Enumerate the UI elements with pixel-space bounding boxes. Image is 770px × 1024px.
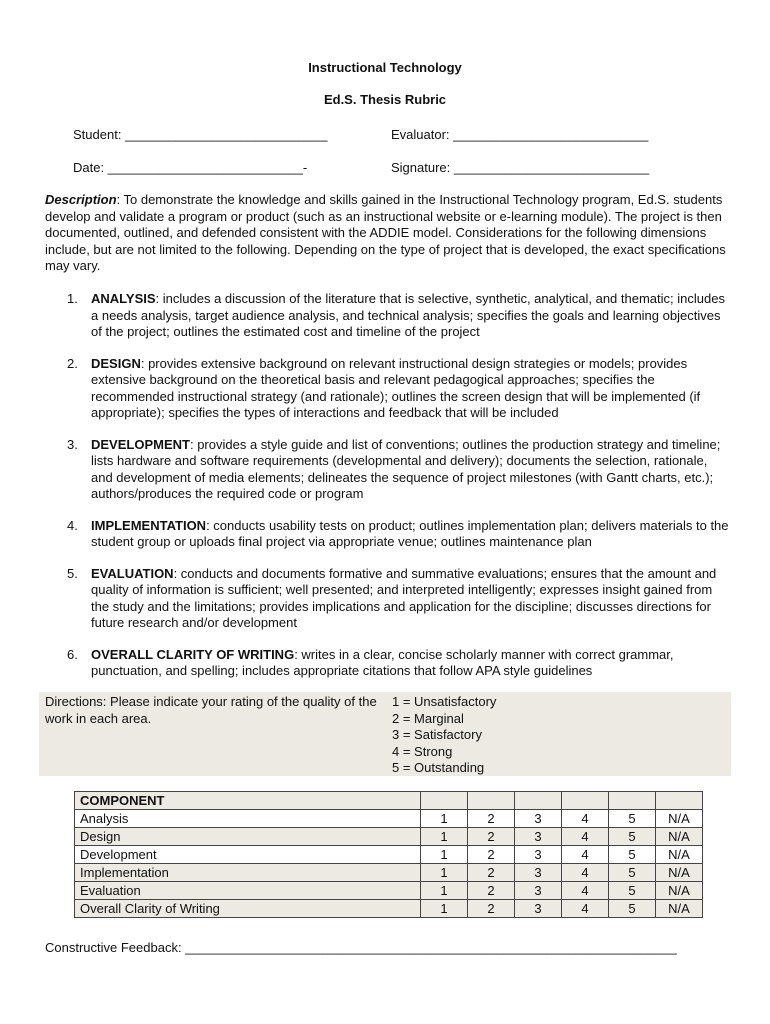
criterion-item: [45, 437, 730, 503]
rating-option[interactable]: 3: [515, 810, 562, 828]
rating-table: [74, 791, 703, 918]
rating-option[interactable]: 5: [609, 864, 656, 882]
item-label: DESIGN: [91, 355, 141, 371]
item-text: : includes a discussion of the literature that is selective, synthetic, analytical, and thematic; includes a needs analysis, target audience analysis, and technical analysis; specifies the goals and learning objectives of the project; outlines the estimated cost and timeline of the project: [91, 291, 725, 339]
rating-option[interactable]: 1: [421, 900, 468, 918]
rating-option[interactable]: 2: [468, 828, 515, 846]
component-name: Design: [75, 828, 421, 846]
header-cell: [468, 792, 515, 810]
component-name: Analysis: [75, 810, 421, 828]
rating-option[interactable]: N/A: [656, 846, 703, 864]
item-text: : conducts and documents formative and summative evaluations; ensures that the amount and quality of information is sufficient; well presented; and interpreted intelligently; expresses insight gained from the study and the limitations; provides implications and application for the discipline; discusses directions for future research and/or development: [91, 565, 717, 630]
criterion-item: [45, 647, 730, 680]
rating-option[interactable]: 3: [515, 846, 562, 864]
rating-scale: [392, 694, 496, 777]
table-row: [75, 864, 703, 882]
item-label: ANALYSIS: [91, 291, 156, 306]
header-component: COMPONENT: [75, 792, 421, 810]
item-text: : writes in a clear, concise scholarly manner with correct grammar, punctuation, and spelling; includes appropriate citations that follow APA style guidelines: [91, 646, 674, 678]
item-number: 6.: [67, 646, 78, 662]
scale-item: 1 = Unsatisfactory: [392, 694, 497, 709]
table-header-row: [75, 792, 703, 810]
student-field[interactable]: Student: ____________________________: [73, 127, 328, 142]
table-row: [75, 846, 703, 864]
evaluator-field[interactable]: Evaluator: ___________________________: [391, 127, 649, 142]
rating-option[interactable]: 2: [468, 810, 515, 828]
scale-item: 5 = Outstanding: [392, 760, 485, 775]
rating-option[interactable]: 3: [515, 864, 562, 882]
scale-item: 4 = Strong: [392, 743, 453, 759]
item-label: DEVELOPMENT: [91, 436, 190, 452]
item-label: IMPLEMENTATION: [91, 517, 207, 533]
signature-field[interactable]: Signature: ___________________________: [391, 160, 650, 175]
rating-option[interactable]: 1: [421, 882, 468, 900]
item-label: OVERALL CLARITY OF WRITING: [91, 646, 295, 662]
table-row: [75, 810, 703, 828]
scale-item: 3 = Satisfactory: [392, 727, 482, 742]
header-cell: [609, 792, 656, 810]
header-cell: [562, 792, 609, 810]
item-number: 4.: [67, 517, 78, 533]
rating-option[interactable]: 4: [562, 810, 609, 828]
description-label: Description: [45, 192, 117, 207]
table-row: [75, 828, 703, 846]
criterion-item: [45, 291, 730, 341]
item-text: : conducts usability tests on product; outlines implementation plan; delivers materials to the student group or uploads final project via appropriate venue; outlines maintenance plan: [91, 517, 729, 549]
rating-option[interactable]: 2: [468, 900, 515, 918]
rating-option[interactable]: 3: [515, 882, 562, 900]
rating-option[interactable]: 3: [515, 828, 562, 846]
constructive-feedback-field[interactable]: Constructive Feedback: ____________________________________________________________________: [45, 940, 677, 955]
header-cell: [656, 792, 703, 810]
rating-option[interactable]: 2: [468, 846, 515, 864]
date-field[interactable]: Date: ___________________________-: [73, 160, 308, 175]
table-row: [75, 882, 703, 900]
rating-option[interactable]: 5: [609, 882, 656, 900]
rating-option[interactable]: 1: [421, 864, 468, 882]
document-subtitle: Ed.S. Thesis Rubric: [323, 92, 447, 107]
rating-option[interactable]: N/A: [656, 900, 703, 918]
rating-option[interactable]: 4: [562, 846, 609, 864]
component-name: Overall Clarity of Writing: [75, 900, 421, 918]
rating-option[interactable]: 4: [562, 882, 609, 900]
rating-option[interactable]: 2: [468, 864, 515, 882]
description: [45, 192, 730, 275]
rating-option[interactable]: 5: [609, 900, 656, 918]
rating-option[interactable]: 4: [562, 864, 609, 882]
component-name: Evaluation: [75, 882, 421, 900]
rating-option[interactable]: 5: [609, 810, 656, 828]
item-text: : provides extensive background on relevant instructional design strategies or models; provides extensive background on the theoretical basis and relevant pedagogical approaches; specifies the recommended instructional strategy (and rationale); outlines the screen design that will be implemented (if appropriate); specifies the types of interactions and feedback that will be included: [91, 355, 701, 420]
rating-option[interactable]: 1: [421, 828, 468, 846]
item-number: 1.: [67, 291, 78, 306]
rating-option[interactable]: 2: [468, 882, 515, 900]
rating-option[interactable]: 5: [609, 846, 656, 864]
criteria-list: [45, 291, 730, 695]
description-text: : To demonstrate the knowledge and skills gained in the Instructional Technology program, Ed.S. students develop and validate a program or product (such as an instructional website or e-learning module). The project is then documented, outlined, and defended consistent with the ADDIE model. Considerations for the following dimensions include, but are not limited to the following. Depending on the type of project that is developed, the exact specifications may vary.: [45, 192, 726, 273]
scale-item: 2 = Marginal: [392, 710, 464, 726]
component-name: Development: [75, 846, 421, 864]
rating-option[interactable]: 1: [421, 810, 468, 828]
rating-option[interactable]: N/A: [656, 864, 703, 882]
rating-option[interactable]: 4: [562, 900, 609, 918]
item-text: : provides a style guide and list of conventions; outlines the production strategy and timeline; lists hardware and software requirements (developmental and delivery); documents the selection, rationale, and development of media elements; delineates the sequence of project milestones (with Gantt charts, etc.); authors/produces the required code or program: [91, 436, 721, 501]
document-title: Instructional Technology: [308, 60, 462, 75]
rating-option[interactable]: 1: [421, 846, 468, 864]
item-number: 3.: [67, 436, 78, 452]
rating-option[interactable]: 3: [515, 900, 562, 918]
header-cell: [421, 792, 468, 810]
rating-option[interactable]: 4: [562, 828, 609, 846]
criterion-item: [45, 566, 730, 632]
rating-option[interactable]: N/A: [656, 882, 703, 900]
rating-option[interactable]: 5: [609, 828, 656, 846]
criterion-item: [45, 518, 730, 551]
item-number: 5.: [67, 565, 78, 581]
header-cell: [515, 792, 562, 810]
item-number: 2.: [67, 355, 78, 371]
table-row: [75, 900, 703, 918]
rating-option[interactable]: N/A: [656, 810, 703, 828]
rating-option[interactable]: N/A: [656, 828, 703, 846]
directions-text: Directions: Please indicate your rating of the quality of the work in each area.: [45, 694, 377, 726]
criterion-item: [45, 356, 730, 422]
item-label: EVALUATION: [91, 565, 174, 581]
component-name: Implementation: [75, 864, 421, 882]
directions-box: [39, 692, 731, 776]
